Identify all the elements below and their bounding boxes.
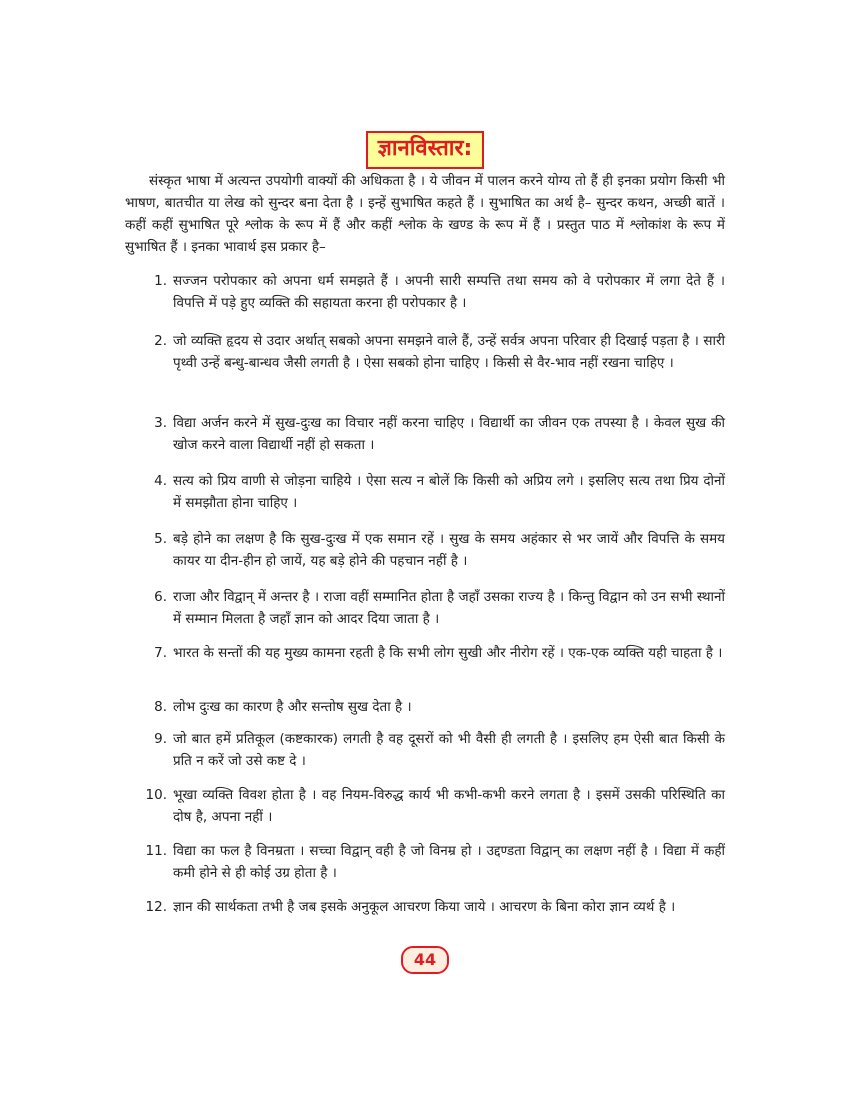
item-text: भूखा व्यक्ति विवश होता है । वह नियम-विरुद्ध कार्य भी कभी-कभी करने लगता है । इसमें उसकी परिस्थिति का दोष है, अपना नहीं । [173, 787, 725, 825]
item-number: 11. [145, 843, 167, 859]
heading-container [0, 131, 850, 169]
item-number: 8. [154, 699, 167, 715]
item-text: सत्य को प्रिय वाणी से जोड़ना चाहिये । ऐसा सत्य न बोलें कि किसी को अप्रिय लगे । इसलिए सत्य तथा प्रिय दोनों में समझौता होना चाहिए । [173, 473, 725, 511]
item-number: 5. [154, 531, 167, 547]
item-text: विद्या का फल है विनम्रता । सच्चा विद्वान् वही है जो विनम्र हो । उद्दण्डता विद्वान् का लक्षण नहीं है । विद्या में कहीं कमी होने से ही कोई उग्र होता है । [173, 843, 725, 881]
item-number: 4. [154, 473, 167, 489]
item-text: जो बात हमें प्रतिकूल (कष्टकारक) लगती है वह दूसरों को भी वैसी ही लगती है । इसलिए हम ऐसी बात किसी के प्रति न करें जो उसे कष्ट दे । [173, 731, 725, 769]
item-text: बड़े होने का लक्षण है कि सुख-दुःख में एक समान रहें । सुख के समय अहंकार से भर जायें और विपत्ति के समय कायर या दीन-हीन हो जायें, यह बड़े होने की पहचान नहीं है । [173, 531, 725, 569]
item-text: राजा और विद्वान् में अन्तर है । राजा वहीं सम्मानित होता है जहाँ उसका राज्य है । किन्तु विद्वान को उन सभी स्थानों में सम्मान मिलता है जहाँ ज्ञान को आदर दिया जाता है । [173, 589, 725, 627]
item-number: 7. [154, 645, 167, 661]
item-number: 3. [154, 415, 167, 431]
item-number: 9. [154, 731, 167, 747]
item-number: 6. [154, 589, 167, 605]
item-text: सज्जन परोपकार को अपना धर्म समझते हैं । अपनी सारी सम्पत्ति तथा समय को वे परोपकार में लगा देते हैं । विपत्ति में पड़े हुए व्यक्ति की सहायता करना ही परोपकार है । [173, 273, 725, 311]
item-text: विद्या अर्जन करने में सुख-दुःख का विचार नहीं करना चाहिए । विद्यार्थी का जीवन एक तपस्या है । केवल सुख की खोज करने वाला विद्यार्थी नहीं हो सकता । [173, 415, 725, 453]
item-number: 12. [145, 899, 167, 915]
item-text: जो व्यक्ति हृदय से उदार अर्थात् सबको अपना समझने वाले हैं, उन्हें सर्वत्र अपना परिवार ही दिखाई पड़ता है । सारी पृथ्वी उन्हें बन्धु-बान्धव जैसी लगती है । ऐसा सबको होना चाहिए । किसी से वैर-भाव नहीं रखना चाहिए । [173, 333, 725, 371]
item-text: लोभ दुःख का कारण है और सन्तोष सुख देता है । [173, 699, 412, 715]
intro-paragraph: संस्कृत भाषा में अत्यन्त उपयोगी वाक्यों की अधिकता है । ये जीवन में पालन करने योग्य तो हैं ही इनका प्रयोग किसी भी भाषण, बातचीत या लेख को सुन्दर बना देता है । इन्हें सुभाषित कहते हैं । सुभाषित का अर्थ है– सुन्दर कथन, अच्छी बातें । कहीं कहीं सुभाषित पूरे श्लोक के रूप में हैं और कहीं श्लोक के खण्ड के रूप में हैं । प्रस्तुत पाठ में श्लोकांश के रूप में सुभाषित हैं । इनका भावार्थ इस प्रकार है– [125, 173, 725, 255]
item-text: भारत के सन्तों की यह मुख्य कामना रहती है कि सभी लोग सुखी और नीरोग रहें । एक-एक व्यक्ति यही चाहता है । [173, 645, 723, 661]
item-text: ज्ञान की सार्थकता तभी है जब इसके अनुकूल आचरण किया जाये । आचरण के बिना कोरा ज्ञान व्यर्थ है । [173, 899, 676, 915]
item-number: 10. [145, 787, 167, 803]
page-number-container [0, 946, 850, 974]
item-number: 1. [154, 273, 167, 289]
item-number: 2. [154, 333, 167, 349]
page-number: 44 [401, 946, 449, 974]
section-heading: ज्ञानविस्तार: [366, 131, 485, 169]
